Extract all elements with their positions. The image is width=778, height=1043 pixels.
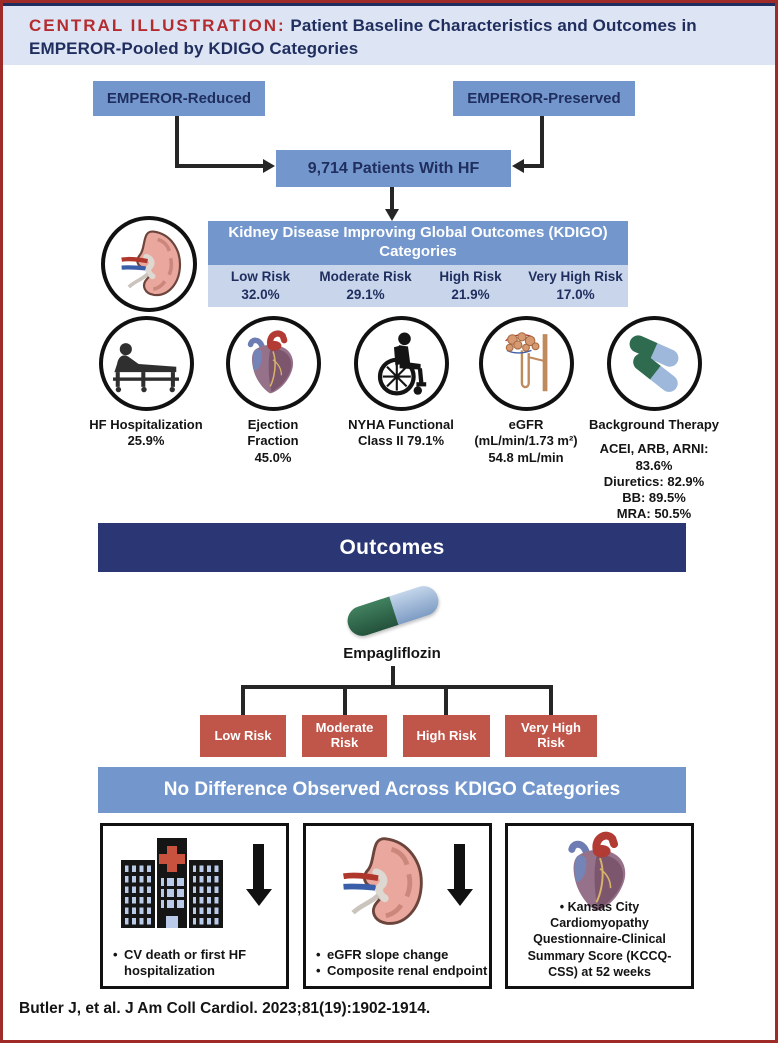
hospital-building-icon [117, 834, 227, 934]
bullet-item: • eGFR slope change [316, 947, 488, 963]
category-value: 29.1% [346, 287, 385, 302]
trial-box-emperor-reduced: EMPEROR-Reduced [93, 81, 265, 116]
bullet-item: • CV death or first HF hospitalization [113, 947, 258, 980]
kdigo-category-moderate [313, 268, 418, 303]
kdigo-category-high [418, 268, 523, 303]
therapy-line: BB: 89.5% [622, 490, 686, 505]
connector-line [444, 685, 448, 716]
kdigo-categories-strip [208, 265, 628, 307]
down-arrow-icon [245, 844, 272, 906]
category-value: 32.0% [241, 287, 280, 302]
empagliflozin-capsule [344, 582, 443, 640]
therapy-line: Diuretics: 82.9% [603, 473, 705, 489]
capsule-green-half [344, 596, 399, 639]
outcome-panel-cv-death [100, 823, 289, 989]
outcomes-section-bar: Outcomes [98, 523, 686, 572]
panel-bullets [514, 899, 685, 980]
citation: Butler J, et al. J Am Coll Cardiol. 2023;81(19):1902-1914. [19, 1000, 431, 1017]
baseline-label: Ejection [247, 417, 299, 432]
baseline-value: 54.8 mL/min [488, 449, 564, 465]
nephron-icon [492, 328, 560, 400]
arrow-head [246, 889, 272, 906]
connector-line [175, 164, 265, 168]
anatomical-heart-icon [238, 329, 308, 399]
page-title: Patient Baseline Characteristics and Outcomes in EMPEROR-Pooled by KDIGO Categories [29, 16, 697, 58]
trial-box-emperor-preserved: EMPEROR-Preserved [453, 81, 635, 116]
baseline-label: eGFR [508, 417, 544, 432]
outcome-panel-renal [303, 823, 492, 989]
kidney-icon [332, 834, 428, 930]
panel-bullets [113, 947, 258, 980]
capsules-icon [618, 328, 690, 400]
category-label: Very High Risk [528, 269, 623, 285]
category-value: 17.0% [556, 287, 595, 302]
therapy-line: MRA: 50.5% [616, 506, 692, 522]
connector-line [540, 116, 544, 168]
risk-box-very-high: Very High Risk [505, 715, 597, 757]
connector-line [524, 164, 544, 168]
risk-box-high: High Risk [403, 715, 490, 757]
connector-line [175, 116, 179, 168]
bullet-item: • Kansas City Cardiomyopathy Questionnaire-Clinical Summary Score (KCCQ-CSS) at 52 weeks [528, 900, 672, 979]
patients-box: 9,714 Patients With HF [276, 150, 511, 187]
icon-circle [99, 316, 194, 411]
risk-box-low: Low Risk [200, 715, 286, 757]
kidney-icon [113, 228, 185, 300]
icon-circle [479, 316, 574, 411]
bullet-item: • Composite renal endpoint [316, 963, 488, 979]
risk-box-moderate: Moderate Risk [302, 715, 387, 757]
kdigo-category-very-high [523, 268, 628, 303]
kdigo-title-bar [208, 221, 628, 265]
capsule-blue-half [389, 582, 442, 625]
icon-circle [607, 316, 702, 411]
outcome-panel-kccq [505, 823, 694, 989]
hospital-bed-icon [109, 334, 183, 394]
baseline-item-hf-hospitalization [81, 316, 211, 450]
baseline-item-egfr [453, 316, 599, 466]
kidney-circle-badge [101, 216, 197, 312]
figure-header [3, 3, 775, 65]
arrowhead-right-icon [263, 159, 275, 173]
baseline-item-nyha-class [336, 316, 466, 450]
drug-label: Empagliflozin [343, 645, 441, 662]
connector-line [343, 685, 347, 716]
baseline-label: HF Hospitalization [89, 417, 203, 432]
category-label: High Risk [439, 269, 502, 285]
down-arrow-icon [446, 844, 473, 906]
kdigo-title-line1: Kidney Disease Improving Global Outcomes (KDIGO) [228, 224, 608, 242]
kdigo-category-low [208, 268, 313, 303]
icon-circle [354, 316, 449, 411]
panel-bullets [316, 947, 488, 980]
category-label: Moderate Risk [319, 269, 412, 285]
arrow-shaft [253, 844, 264, 889]
connector-line [241, 685, 245, 716]
arrowhead-down-icon [385, 209, 399, 221]
connector-line [549, 685, 553, 716]
category-value: 21.9% [451, 287, 490, 302]
therapy-line: ACEI, ARB, ARNI: [599, 441, 709, 457]
therapy-list [579, 441, 729, 522]
baseline-item-ejection-fraction [208, 316, 338, 466]
category-label: Low Risk [230, 269, 291, 285]
wheelchair-icon [366, 329, 436, 399]
baseline-value: 45.0% [254, 449, 292, 465]
baseline-value: 25.9% [127, 433, 165, 449]
connector-line [391, 666, 395, 687]
arrow-shaft [454, 844, 465, 889]
therapy-line: 83.6% [635, 457, 673, 473]
kdigo-title-line2: Categories [379, 243, 457, 260]
no-difference-banner: No Difference Observed Across KDIGO Categories [98, 767, 686, 813]
icon-circle [226, 316, 321, 411]
baseline-label: NYHA Functional [348, 417, 454, 432]
header-kicker: CENTRAL ILLUSTRATION: [29, 16, 286, 35]
baseline-value: Class II 79.1% [358, 433, 444, 449]
baseline-item-background-therapy [579, 316, 729, 523]
arrowhead-left-icon [512, 159, 524, 173]
baseline-label: Background Therapy [588, 417, 720, 432]
baseline-label: (mL/min/1.73 m²) [474, 433, 578, 449]
connector-line [390, 187, 394, 211]
baseline-label: Fraction [247, 433, 299, 449]
capsule-pill-icon [341, 581, 445, 641]
connector-line [241, 685, 553, 689]
arrow-head [447, 889, 473, 906]
